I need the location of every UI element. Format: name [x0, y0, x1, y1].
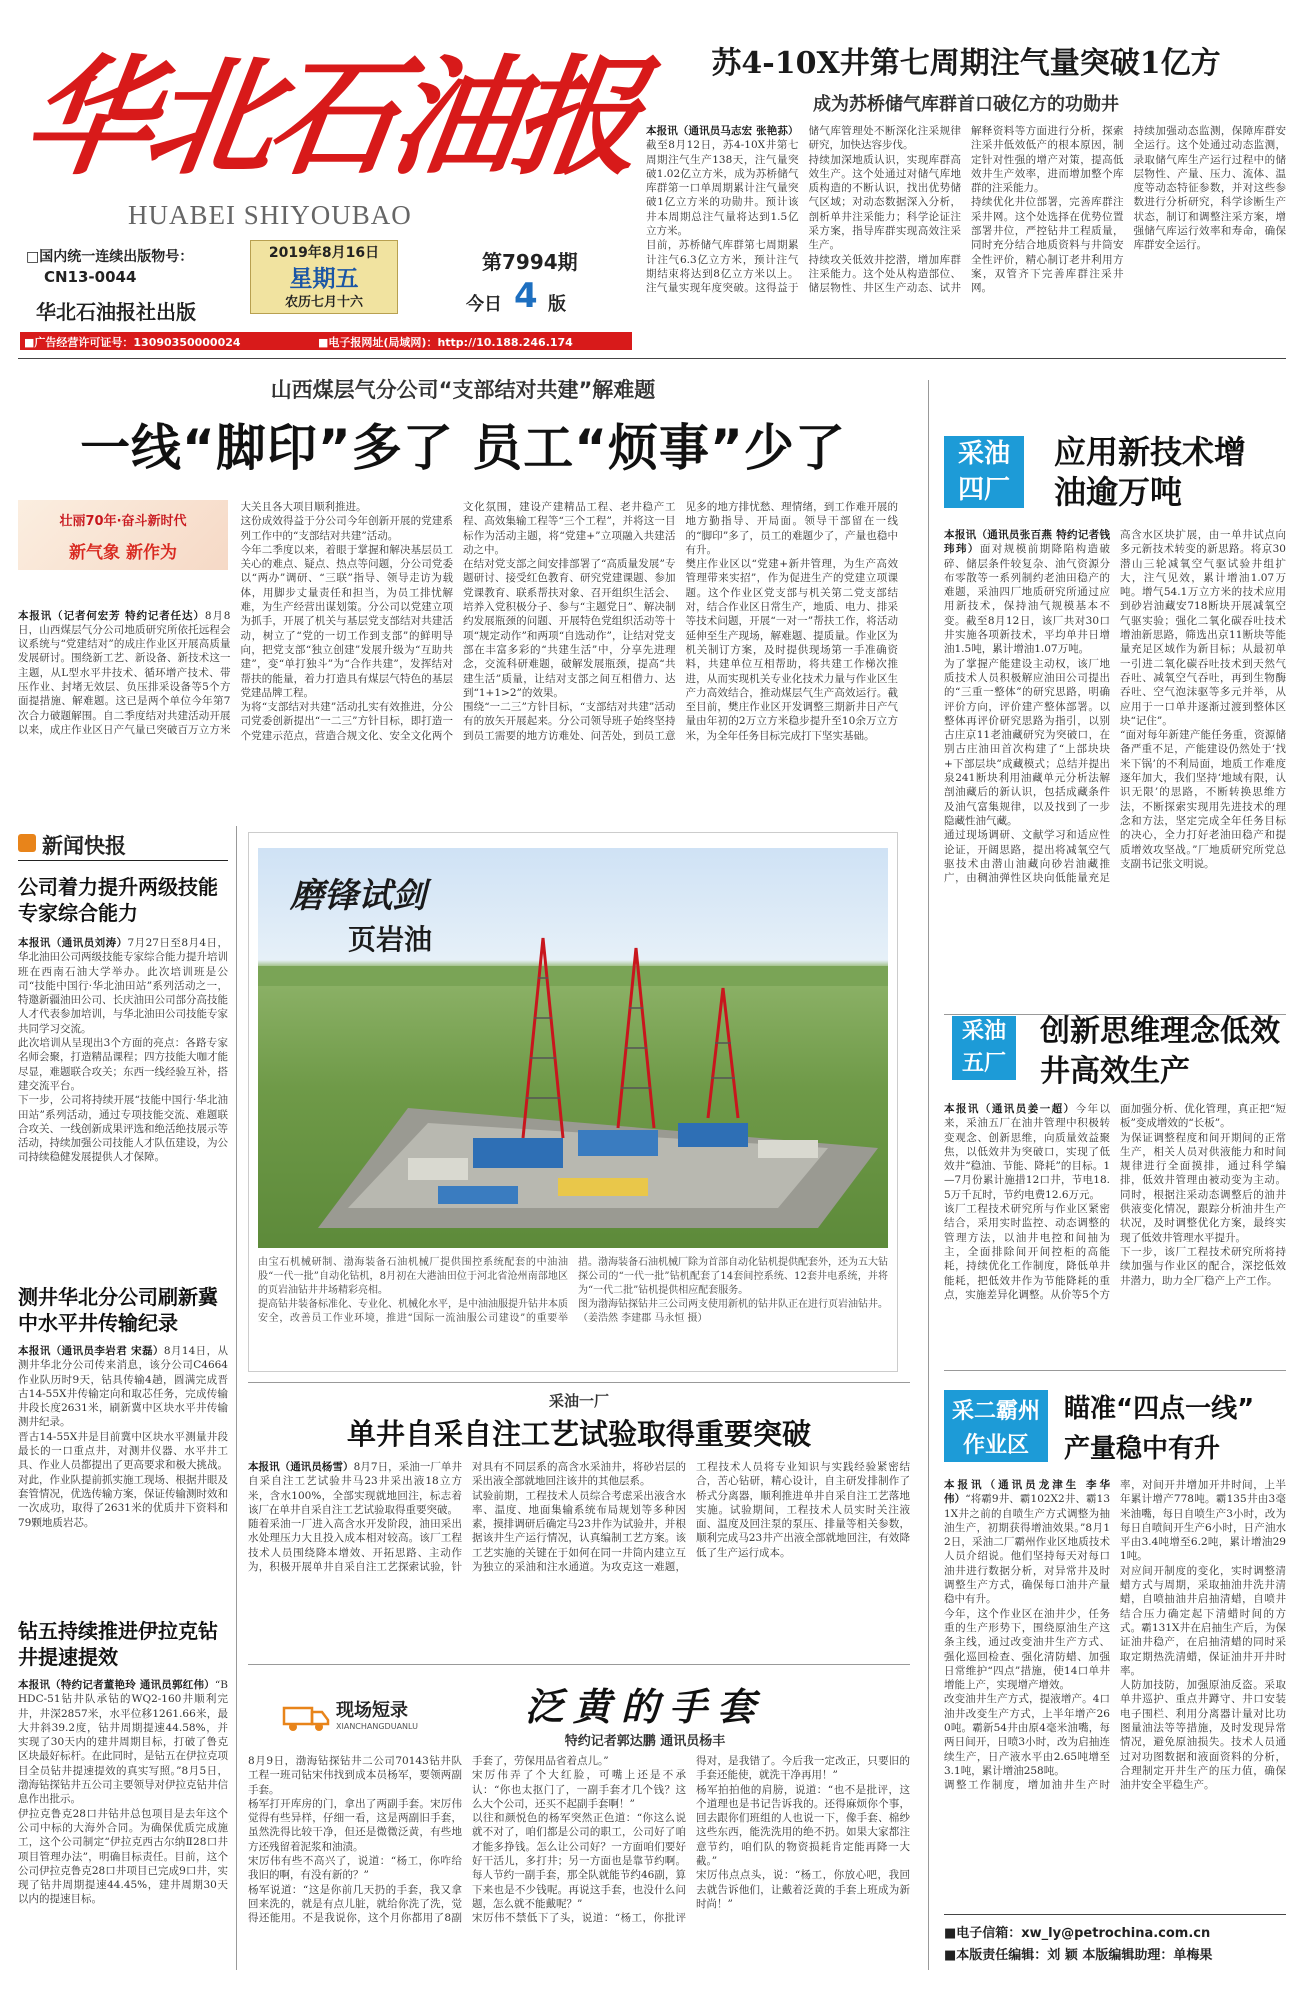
field-notes-label-en: XIANCHANGDUANLU [336, 1722, 418, 1731]
news-flash-header: 新闻快报 [42, 834, 126, 858]
cn-label: □国内统一连续出版物号： [26, 249, 194, 265]
zone-badge-line2: 作业区 [962, 1433, 1029, 1458]
footer-editor: ■本版责任编辑：刘 颖 本版编辑助理：单梅果 [944, 1948, 1213, 1963]
news-flash-icon [18, 834, 36, 852]
field-notes-label: 现场短录 [336, 1700, 408, 1721]
flash-3-body: 本报讯（特约记者董艳玲 通讯员郭红伟）“BHDC-51钻井队承钻的WQ2-160井顺利完井，井深2857米，水平位移1261.66米，最大井斜39.2度，钻井周期提速44.58%，并实现了30天内的建井周期目标，打破了鲁克区块最好标杆。在此同时，是钻五在伊拉克项目全员钻井提速提效的真实写照。”8月5日，渤海钻探钻井五公司主要领导对伊拉克钻井信息作出批示。 伊拉克鲁克28口井钻井总包项目是去年这个公司中标的大海外合同。为确保优质完成施工，这个公司制定“伊拉克西古尔纳Ⅱ28口井项目管理办法”，明确目标责任。目前，这个公司伊拉克鲁克28口井项目已完成9口井，实现了钻井周期提速44.45%，建井周期30天以内的提速目标。 [18, 1679, 228, 1906]
rule-top [18, 358, 1286, 359]
field-notes-byline: 特约记者郭达鹏 通讯员杨丰 [564, 1734, 726, 1749]
plant1-body: 本报讯（通讯员杨雪）8月7日，采油一厂单井自采自注工艺试验井马23井采出液18立方米，含水100%，全部实现就地回注，标志着该厂在单井自采自注工艺试验取得重要突破。 随着采油一厂进入高含水开发阶段，油田采出水处理压力大且投入成本相对较高。该厂工程技术人员围绕降本增效、开拓思路、主动作为，积极开展单井自采自注工艺探索试验，针对具有不同层系的高含水采油井，将砂岩层的采出液全部就地回注该井的其他层系。 试验前期，工程技术人员综合考虑采出液含水率、温度、地面集输系统布局规划等多种因素，摸排调研后确定马23井作为试验井，并根据该井生产运行情况，认真编制工艺方案。该工艺实施的关键在于如何在同一井筒内建立互为独立的采油和注水通道。为攻克这一难题，工程技术人员将专业知识与实践经验紧密结合，苦心钻研，精心设计，自主研发排制作了桥式分离器，顺利推进单井自采自注工艺落地实施。试验期间，工程技术人员实时关注液面、温度及回注泵的泵压、排量等相关参数，顺利完成马23井产出液全部就地回注，有效降低了生产运行成本。 [248, 1461, 910, 1574]
flash-1-title: 公司着力提升两级技能专家综合能力 [18, 875, 218, 925]
banner-title: 壮丽70年·奋斗新时代 [59, 514, 187, 529]
publisher: 华北石油报社出版 [36, 300, 196, 324]
masthead-pinyin: HUABEI SHIYOUBAO [128, 200, 412, 230]
cn-number: CN13-0044 [44, 268, 137, 286]
news-flash-rule [18, 860, 228, 861]
photo-caption: 由宝石机械研制、渤海装备石油机械厂提供围控系统配套的中油油股“一代一批”自动化钻机，8月初在大港油田位于河北省沧州南部地区的页岩油钻井井场精彩亮相。 提高钻井装备标准化、专业化、机械化水平，是中油油服提升钻井本质安全，改善员工作业环境，推进“国际一流油服公司建设”的重要举措。渤海装备石油机械厂除为首部自动化钻机提供配套外，还为五大钻探公司的“一代一批”钻机配套了14套间控系统、12套井电系统，并将为“一代二批”钻机提供相应配套服务。 图为渤海钻探钻井三公司两支使用新机的钻井队正在进行页岩油钻井。（姜浩然 李建郡 马永恒 摄） [258, 1257, 888, 1324]
plant5-title: 创新思维理念低效井高效生产 [1040, 1014, 1280, 1089]
plant4-title: 应用新技术增油逾万吨 [1054, 433, 1247, 511]
field-notes-title: 泛黄的手套 [524, 1684, 765, 1729]
zone-body: 本报讯（通讯员龙津生 李华伟）“将霸9井、霸102X2井、霸131X井之前的自喷生产方式调整为抽油生产，初期获得增油效果。”8月12日，采油二厂霸州作业区地质技术人员介绍说。他们坚持每天对每口油井进行数据分析，对异常井及时调整生产方式，确保每口油井产量稳中有升。 今年，这个作业区在油井少，任务重的生产形势下，围绕原油生产这条主线，通过改变油井生产方式、强化巡回检查、强化清防蜡、加强日常维护“四点”措施，使14口单井增能上产，实现增产增效。 改变油井生产方式，提液增产。4口油井改变生产方式，上半年增产260吨。霸新54井由原4毫米油嘴，每两日间开，日喷3小时，改为启抽连续生产，日产液水平由2.65吨增至3.1吨，累计增油258吨。 调整工作制度，增加油井生产时率，对间开井增加开井时间，上半年累计增产778吨。霸135井由3毫米油嘴，每日自喷生产3小时，改为每日自喷间开生产6小时，日产油水平由3.4吨增至6.2吨，累计增油291吨。 对应间开制度的变化，实时调整清蜡方式与周期，采取抽油井洗井清蜡，自喷抽油井启抽清蜡，自喷井结合压力确定起下清蜡时间的方式。霸131X井在启抽生产后，为保证油井稳产，在启抽清蜡的同时采取定期热洗清蜡，保证油井开井时率。 人防加技防，加强原油反盗。采取单井巡护、重点井蹲守、井口安装电子围栏、利用分离器计量对比功图量油法等等措施，及时发现异常情况，避免原油损失。技术人员通过对功图数据和液面资料的分析，合理制定开井生产的压力值，确保油井安全平稳生产。 [944, 1479, 1286, 1792]
plant5-body: 本报讯（通讯员姜一超）今年以来，采油五厂在油井管理中积极转变观念、创新思维，向质量效益聚焦，以低效井为突破口，实现了低效井“稳油、节能、降耗”的目标。1—7月份累计施措12口井，节电18.5万千瓦时，节约电费12.6万元。 该厂工程技术研究所与作业区紧密结合，采用实时监控、动态调整的管理方法，以油井电控和间抽为主，全面排除间开间控柜的高能耗，持续优化工作制度，降低单井能耗，把低效井作为节能降耗的重点，实施差异化调整。从价等5个方面加强分析、优化管理，真正把“短板”变成增效的“长板”。 为保证调整程度和间开期间的正常生产，相关人员对供液能力和时间规律进行全面摸排，通过科学编排，低效井管理由被动变为主动。同时，根据注采动态调整后的油井供液变化情况，跟踪分析油井生产状况，及时调整优化方案，最终实现了低效井管理水平提升。 下一步，该厂工程技术研究所将持续加强与作业区的配合，深挖低效井潜力，助力全厂稳产上产工作。 [944, 1103, 1286, 1301]
masthead-logo: 华北石油报 [15, 43, 647, 193]
field-notes-header [282, 1694, 462, 1740]
zone-title-1: 瞄准“四点一线” [1064, 1394, 1255, 1424]
news-flash [18, 826, 228, 1970]
rule-field [248, 1664, 910, 1665]
flash-2-title: 测井华北分公司刷新冀中水平井传输纪录 [18, 1285, 218, 1335]
flash-2-body: 本报讯（通讯员李岩君 宋磊）8月14日，从测井华北分公司传来消息，该分公司C4664作业队历时9天，钻具传输4趟，圆满完成晋古14-55X井传输定向和取芯任务，完成传输井段长度2631米，刷新冀中区块水平井传输测井纪录。 晋古14-55X井是目前冀中区块水平测量井段最长的一口重点井，对测井仪器、水平井工具、作业人员都提出了更高要求和极大挑战。对此，作业队提前抓实施工现场、根据井眼及套管情况，优选传输方案，保证传输测时效和一次成功，取得了2631米的优质井下资料和79颗地质岩芯。 [18, 1345, 228, 1529]
top-story-title: 苏4-10X井第七周期注气量突破1亿方 [711, 46, 1221, 81]
flash-3-title: 钻五持续推进伊拉克钻井提速提效 [18, 1619, 218, 1669]
zone-title-2: 产量稳中有升 [1064, 1434, 1221, 1464]
lead-title: 一线“脚印”多了 员工“烦事”少了 [80, 419, 846, 477]
zone-badge-line1: 采二霸州 [951, 1399, 1040, 1424]
flash-1-body: 本报讯（通讯员刘涛）7月27日至8月4日，华北油田公司两级技能专家综合能力提升培训班在西南石油大学举办。此次培训班是公司“技能中国行·华北油田站”系列活动之一，特邀新疆油田公司、长庆油田公司部分高技能人才代表参加培训，与华北油田公司技能专家共同学习交流。 此次培训从呈现出3个方面的亮点：各路专家名师会聚，打造精品课程；四方技能大咖才能尽显，难题联合攻关；东西一线经验互补，搭建交流平台。 下一步，公司将持续开展“技能中国行·华北油田站”系列活动，通过专项技能交流、难题联合攻关、一线创新成果评选和绝活绝技展示等活动，持续加强公司技能人才队伍建设，为公司持续稳健发展提供人才保障。 [18, 937, 228, 1164]
plant4-badge: 采油四厂 [944, 436, 1024, 508]
plant4-byline: 本报讯（通讯员张百燕 特约记者钱玮玮） [944, 529, 1110, 556]
lead-byline: 本报讯（记者何宏芳 特约记者任达） [18, 609, 205, 622]
e-paper-url[interactable]: ■电子报网址(局域网)：http://10.188.246.174 [318, 336, 573, 349]
pages-suffix: 版 [548, 294, 566, 315]
masthead [15, 28, 647, 358]
rule-zone [944, 1370, 1286, 1371]
rule-footer [944, 1914, 1286, 1915]
weekday: 星期五 [289, 266, 359, 292]
truck-icon [282, 1700, 330, 1732]
top-story-subtitle: 成为苏桥储气库群首口破亿方的功勋井 [813, 94, 1119, 115]
rule-right [928, 380, 929, 1970]
pages-prefix: 今日 [466, 294, 502, 315]
flash-3-byline: 本报讯（特约记者董艳玲 通讯员郭红伟） [18, 1679, 215, 1691]
ad-license: ■广告经营许可证号：13090350000024 [24, 336, 241, 349]
plant1-byline: 本报讯（通讯员杨雪） [248, 1461, 354, 1473]
plant1-title: 单井自采自注工艺试验取得重要突破 [346, 1417, 811, 1451]
lead-body: 本报讯（记者何宏芳 特约记者任达）8月8日，山西煤层气分公司地质研究所依托远程会议系统与“党建结对”的成庄作业区开展高质量发展研讨。围绕新工艺、新设备、新技术这一主题，从L型水平井技术、循环增产技术、带压作业、封堵无效层、负压排采设备等5个方面提措施、解难题。这已是两个单位今年第7次合力破题解围。自二季度结对共建活动开展以来，成庄作业区日产气量已突破百万立方米大关且各大项目顺利推进。 这份成效得益于分公司今年创新开展的党建系列工作中的“支部结对共建”活动。 今年二季度以来，着眼于掌握和解决基层员工关心的难点、疑点、热点等问题，分公司党委以“两办”调研、“三联”指导、领导走访为载体，用脚步丈量责任和担当，为员工排忧解难，为生产经营出谋划策。分公司以党建立项为抓手，开展了机关与基层党支部结对共建活动，树立了“党的一切工作到支部”的鲜明导向，把党支部“独立创建”发展升级为“互助共建”，变“单打独斗”为“合作共建”，发挥结对帮扶的能量，着力打造具有煤层气特色的基层党建品牌工程。 为将“支部结对共建”活动扎实有效推进，分公司党委创新提出“一二三”方针目标，即打造一个党建示范点，营造合规文化、安全文化两个文化氛围，建设产建精品工程、老井稳产工程、高效集输工程等“三个工程”，并将这一目标作为活动主题，将“党建+”立项融入共建活动之中。 在结对党支部之间安排部署了“高质量发展”专题研讨、接受红色教育、研究党建课题、参加党课教育、联系帮扶对象、召开组织生活会、培养入党积极分子、参与“主题党日”、解决制约发展瓶颈的问题、开展特色党组织活动等十项“规定动作”和两项“自选动作”，让结对党支部在丰富多彩的“共建生活”中，分享先进理念，交流科研难题，破解发展瓶颈，提高“共建生活”质量，让结对支部之间互相借力、达到“1+1>2”的效果。 围绕“一二三”方针目标，“支部结对共建”活动有的放矢开展起来。分公司领导班子始终坚持到员工需要的地方访难处、问苦处，到员工意见多的地方排忧愁、理情绪，到工作难开展的地方勤指导、开局面。领导干部留在一线的“脚印”多了，员工的难题少了，产量也稳中有升。 樊庄作业区以“党建+新井管理，为生产高效管理带来实招”，作为促进生产的党建立项课题。这个作业区党支部与机关第二党支部结对，结合作业区日常生产，地质、电力、排采等技术问题，开展“一对一”帮扶工作，将活动延伸至生产现场，解难题、提质量。作业区为机关制订方案，及时提供现场第一手准确资料，共建单位互相帮助，将共建工作梯次推进，从而实现机关专业化技术力量与作业区生产力高效结合，推动煤层气生产高效运行。截至目前，樊庄作业区开发调整三期新井日产气量由年初的2万立方米稳步提升至10余万立方米，为全年任务目标完成打下坚实基础。 [18, 501, 898, 742]
flash-1-byline: 本报讯（通讯员刘涛） [18, 937, 128, 949]
plant4-body: 本报讯（通讯员张百燕 特约记者钱玮玮）面对规模前期降陷构造破碎、储层条件较复杂、油气资源分布零散等一系列制约老油田稳产的难题，采油四厂地质研究所通过应用新技术，保持油气规模基本不变。截至8月12日，该厂共对30口井实施各项新技术，平均单井日增油1.5吨，累计增油1.07万吨。 为了掌握产能建设主动权，该厂地质技术人员积极解应油田公司提出的“三重一整体”的研究思路，明确评价方向，评价建产整体部署。以整体再评价研究思路为指引，以别古庄京11老油藏研究为突破口，在别古庄油田首次构建了“上部块块+下部层块”成藏模式；总结并提出泉241断块利用油藏单元分析法解剖油藏后的新认识，包括成藏条件及油气富集规律，以及找到了一步隐藏性油气藏。 通过现场调研、文献学习和适应性论证，开阔思路，提出将减氧空气驱技术由潜山油藏向砂岩油藏推广，由稠油弹性区块向低能量充足高含水区块扩展，由一单井试点向多元新技术转变的新思路。将京30潜山三轮减氧空气驱试验井组扩大，注气见效，累计增油1.07万吨。增气54.1万立方米的技术应用到砂岩油藏安718断块开展减氧空气驱实验；强化二氧化碳吞吐技术增油新思路，筛选出京11断块等能量充足区域作为新目标；从最初单一引进二氧化碳吞吐技术到天然气吞吐、减氧空气吞吐，再到生物酶吞吐、空气泡沫驱等多元并举，从应用于一口单井逐渐过渡到整体区块“记住”。 “面对每年新建产能任务重，资源储备严重不足，产能建设仍然处于‘找米下锅’的不利局面，地质工作难度逐年加大，我们坚持‘地域有限，认识无限’的思路，不断转换思维方法，不断探索实现用先进技术的理念和方法，坚定完成全年任务目标的决心，全力打好老油田稳产和提质增效攻坚战。”厂地质研究所党总支副书记张文明说。 [944, 529, 1286, 885]
lunar-date: 农历七月十六 [284, 295, 363, 310]
plant1-kicker: 采油一厂 [548, 1392, 609, 1410]
rule-left [236, 826, 237, 1970]
date: 2019年8月16日 [268, 245, 380, 261]
top-story-body: 本报讯（通讯员马志宏 张艳荪）截至8月12日，苏4-10X井第七周期注气生产138天，注气量突破1.02亿立方米，成为苏桥储气库群第一口单周期累计注气量突破1亿立方米的功勋井。预计该井本周期总注气量将达到1.5亿立方米。 目前，苏桥储气库群第七周期累计注气6.3亿立方米，预计注气期结束将达到8亿立方米以上。注气量实现年度突破。这得益于储气库管理处不断深化注采规律研究，加快达容步伐。 持续加深地质认识，实现库群高效生产。这个处通过对储气库地质构造的不断认识，找出优势储气区域；对动态数据深入分析，剖析单井注采能力；科学论证注采方案，指导库群实现高效注采生产。 持续攻关低效井挖潜，增加库群注采能力。这个处从构造部位、储层物性、井区生产动态、试井解释资料等方面进行分析，探索注采井低效低产的根本原因，制定针对性强的增产对策，提高低效井生产效率，进而增加整个库群的注采能力。 持续优化井位部署，完善库群注采井网。这个处选择在优势位置部署井位，严控钻井工程质量，同时充分结合地质资料与井筒安全性评价，精心制订老井利用方案，双管齐下完善库群注采井网。 持续加强动态监测，保障库群安全运行。这个处通过动态监测，录取储气库生产运行过程中的储层物性、产量、压力、流体、温度等动态特征参数，并对这些参数进行分析研究，科学诊断生产状态，制订和调整注采方案，增强储气库运行效率和寿命，确保库群安全运行。 [646, 125, 1286, 295]
zone-byline: 本报讯（通讯员龙津生 李华伟） [944, 1479, 1110, 1506]
photo-title-1: 磨锋试剑 [290, 876, 426, 916]
plant5-badge: 采油五厂 [952, 1016, 1016, 1080]
field-notes-body: 8月9日，渤海钻探钻井二公司70143钻井队工程一班司钻宋伟找到成本员杨军，要领两副手套。 杨军打开库房的门，拿出了两副手套。宋厉伟觉得有些异样，仔细一看，这是两副旧手套，虽然洗得比较干净，但还是微微泛黄，有些地方还残留着泥浆和油渍。 宋厉伟有些不高兴了，说道：“杨工，你咋给我旧的啊，有没有新的？” 杨军说道：“这是你前几天扔的手套，我又拿回来洗的，就是有点儿脏，就给你洗了洗，觉得还能用。不是我说你，这个月你都用了8副手套了，劳保用品省着点儿。” 宋厉伟弄了个大红脸，可嘴上还是不承认：“你也太抠门了，一副手套才几个钱？这么大个公司，还买不起副手套啊！” 以往和颜悦色的杨军突然正色道：“你这么说就不对了，咱们都是公司的职工，公司好了咱才能多挣钱。怎么让公司好？一方面咱们要好好干活儿，多打井；另一方面也是靠节约啊。每人节约一副手套，那全队就能节约46副，算下来也是不少钱呢。再说这手套，也没什么问题，怎么就不能戴呢？” 宋厉伟不禁低下了头，说道：“杨工，你批评得对，是我错了。今后我一定改正，只要旧的手套还能使，就洗干净再用！” 杨军拍拍他的肩膀，说道：“也不是批评，这个道理也是书记告诉我的。还得麻烦你个事，回去跟你们班组的人也说一下，像手套、棉纱这些东西，能洗洗用的绝不扔。如果大家都注意节约，咱们队的物资损耗肯定能再降一大截。” 宋厉伟点点头，说：“杨工，你放心吧，我回去就告诉他们，让戴着泛黄的手套上班成为新时尚！” [248, 1755, 910, 1925]
pages-number: 4 [514, 276, 538, 316]
banner-subtitle: 新气象 新作为 [69, 543, 177, 563]
lead-kicker: 山西煤层气分公司“支部结对共建”解难题 [270, 378, 656, 402]
top-story-byline: 本报讯（通讯员马志宏 张艳荪） [646, 125, 799, 137]
footer-email[interactable]: ■电子信箱：xw_ly@petrochina.com.cn [944, 1926, 1211, 1941]
top-story [646, 38, 1286, 338]
plant5-byline: 本报讯（通讯员姜一超） [944, 1103, 1076, 1115]
issue-number: 第7994期 [482, 250, 578, 274]
rule-plant1 [248, 1382, 910, 1383]
flash-2-byline: 本报讯（通讯员李岩君 宋磊） [18, 1345, 164, 1357]
photo-title-2: 页岩油 [348, 923, 433, 956]
